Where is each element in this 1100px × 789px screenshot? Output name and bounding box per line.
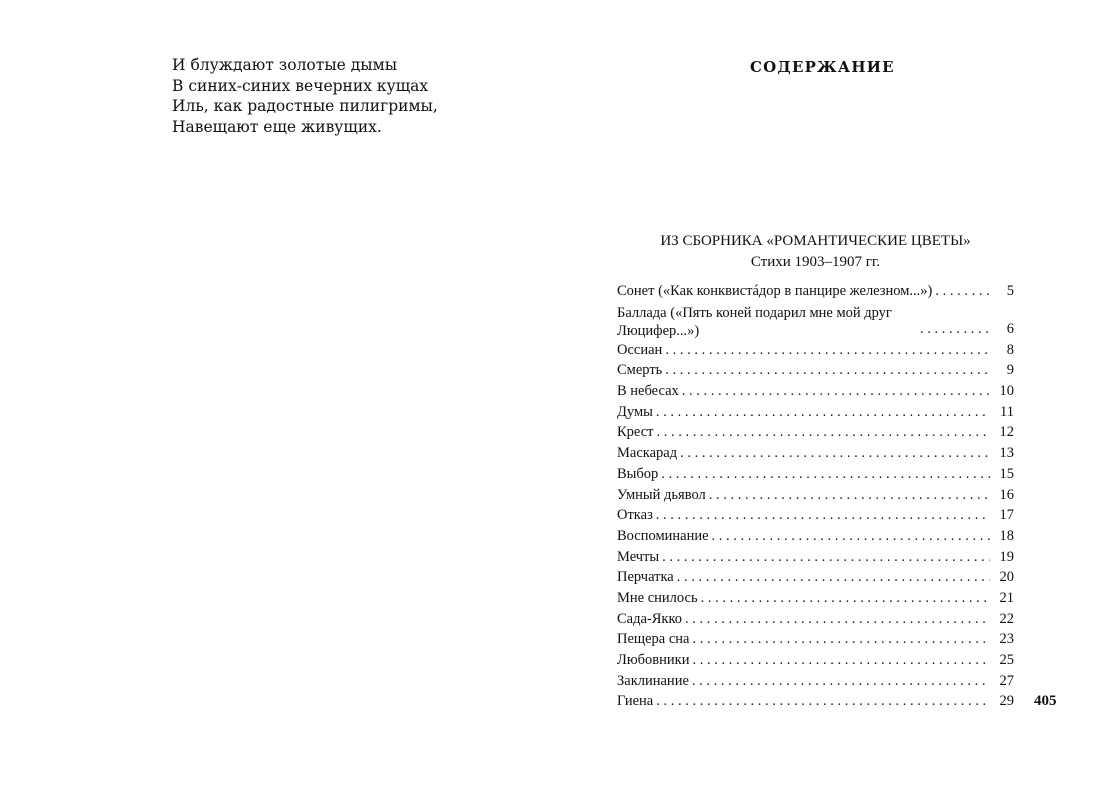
toc-entry-title: Любовники — [617, 652, 690, 668]
dot-leader — [662, 547, 990, 568]
toc-entry-page: 8 — [1006, 341, 1014, 358]
dot-leader — [935, 281, 990, 302]
toc-entry[interactable] — [617, 422, 1014, 443]
dot-leader — [712, 526, 990, 547]
dot-leader — [677, 567, 990, 588]
toc-entry-title: Мне снилось — [617, 589, 698, 606]
toc-entry-title: Маскарад — [617, 445, 678, 462]
toc-entry[interactable] — [617, 485, 1014, 506]
poem-line: Иль, как радостные пилигримы, — [172, 97, 438, 115]
toc-entry-page: 6 — [1006, 320, 1014, 337]
toc-entry[interactable] — [617, 609, 1014, 630]
page-number: 405 — [1034, 693, 1057, 709]
toc-entry-title: Мечты — [617, 548, 660, 565]
toc-entry-page: 16 — [999, 486, 1014, 503]
toc-entry-page: 17 — [999, 507, 1014, 524]
toc-entry-page: 22 — [999, 610, 1014, 627]
toc-entry[interactable] — [617, 567, 1014, 588]
section-subtitle: Стихи 1903–1907 гг. — [750, 254, 881, 270]
toc-entry-page: 12 — [999, 424, 1014, 441]
toc-entry[interactable] — [617, 650, 1014, 671]
toc-entry-page: 10 — [999, 383, 1014, 400]
toc-entry-title: Сонет («Как конквистáдор в панцире железном...») — [617, 283, 933, 299]
toc-entry-title: Отказ — [617, 507, 653, 524]
toc-entry-page: 21 — [999, 589, 1014, 606]
poem-line: И блуждают золотые дымы — [172, 56, 398, 74]
dot-leader — [656, 402, 990, 423]
dot-leader — [665, 340, 990, 361]
poem-line: Навещают еще живущих. — [172, 117, 382, 136]
toc-entry-title: Заклинание — [617, 672, 689, 689]
toc-entry[interactable] — [617, 443, 1014, 464]
toc-entry-page: 9 — [1006, 362, 1014, 379]
toc-entry[interactable] — [617, 547, 1014, 568]
toc-entry-title: Баллада («Пять коней подарил мне мой друг Люцифер...») — [617, 304, 892, 339]
dot-leader — [656, 505, 990, 526]
poem-line: В синих-синих вечерних кущах — [172, 76, 429, 95]
toc-entry[interactable] — [617, 302, 1014, 340]
dot-leader — [709, 485, 990, 506]
toc-entry-title: Смерть — [617, 362, 663, 379]
dot-leader — [920, 319, 990, 340]
table-of-contents — [617, 281, 1014, 712]
toc-entry-title: Гиена — [617, 693, 654, 710]
toc-entry[interactable] — [617, 340, 1014, 361]
dot-leader — [692, 629, 990, 650]
poem-excerpt — [172, 55, 438, 137]
toc-entry[interactable] — [617, 281, 1014, 302]
toc-entry[interactable] — [617, 671, 1014, 692]
toc-entry-page: 11 — [1000, 403, 1014, 420]
dot-leader — [692, 671, 990, 692]
toc-entry-title: В небесах — [617, 383, 679, 400]
toc-entry-page: 19 — [999, 548, 1014, 565]
toc-entry-title: Перчатка — [617, 569, 674, 586]
toc-entry-page: 20 — [999, 569, 1014, 586]
dot-leader — [661, 464, 990, 485]
dot-leader — [665, 360, 990, 381]
toc-entry-title: Умный дьявол — [617, 486, 706, 503]
toc-entry-page: 15 — [999, 465, 1014, 482]
toc-entry-page: 23 — [999, 631, 1014, 648]
toc-entry[interactable] — [617, 505, 1014, 526]
toc-entry[interactable] — [617, 381, 1014, 402]
toc-entry-title: Крест — [617, 424, 654, 441]
toc-entry[interactable] — [617, 526, 1014, 547]
toc-entry[interactable] — [617, 629, 1014, 650]
toc-entry-title: Оссиан — [617, 341, 663, 358]
toc-entry-title: Воспоминание — [617, 527, 709, 544]
toc-entry-title: Сада-Якко — [617, 610, 683, 627]
toc-entry[interactable] — [617, 588, 1014, 609]
toc-entry[interactable] — [617, 691, 1014, 712]
toc-entry[interactable] — [617, 360, 1014, 381]
dot-leader — [692, 650, 990, 671]
toc-entry-page: 18 — [999, 527, 1014, 544]
section-title: ИЗ СБОРНИКА «РОМАНТИЧЕСКИЕ ЦВЕТЫ» — [660, 233, 971, 249]
dot-leader — [685, 609, 990, 630]
toc-entry-page: 5 — [1006, 283, 1014, 299]
dot-leader — [680, 443, 990, 464]
toc-entry-page: 13 — [999, 445, 1014, 462]
toc-entry[interactable] — [617, 402, 1014, 423]
dot-leader — [682, 381, 990, 402]
toc-entry-page: 27 — [999, 672, 1014, 689]
dot-leader — [656, 691, 990, 712]
toc-entry-title: Думы — [617, 403, 653, 420]
toc-entry-page: 25 — [999, 652, 1014, 668]
contents-title: СОДЕРЖАНИЕ — [750, 58, 895, 76]
toc-entry-title: Выбор — [617, 465, 659, 482]
dot-leader — [657, 422, 991, 443]
toc-entry-page: 29 — [999, 693, 1014, 710]
toc-entry[interactable] — [617, 464, 1014, 485]
section-heading — [617, 231, 1014, 273]
dot-leader — [701, 588, 990, 609]
toc-entry-title: Пещера сна — [617, 631, 690, 648]
right-page — [550, 0, 1100, 789]
